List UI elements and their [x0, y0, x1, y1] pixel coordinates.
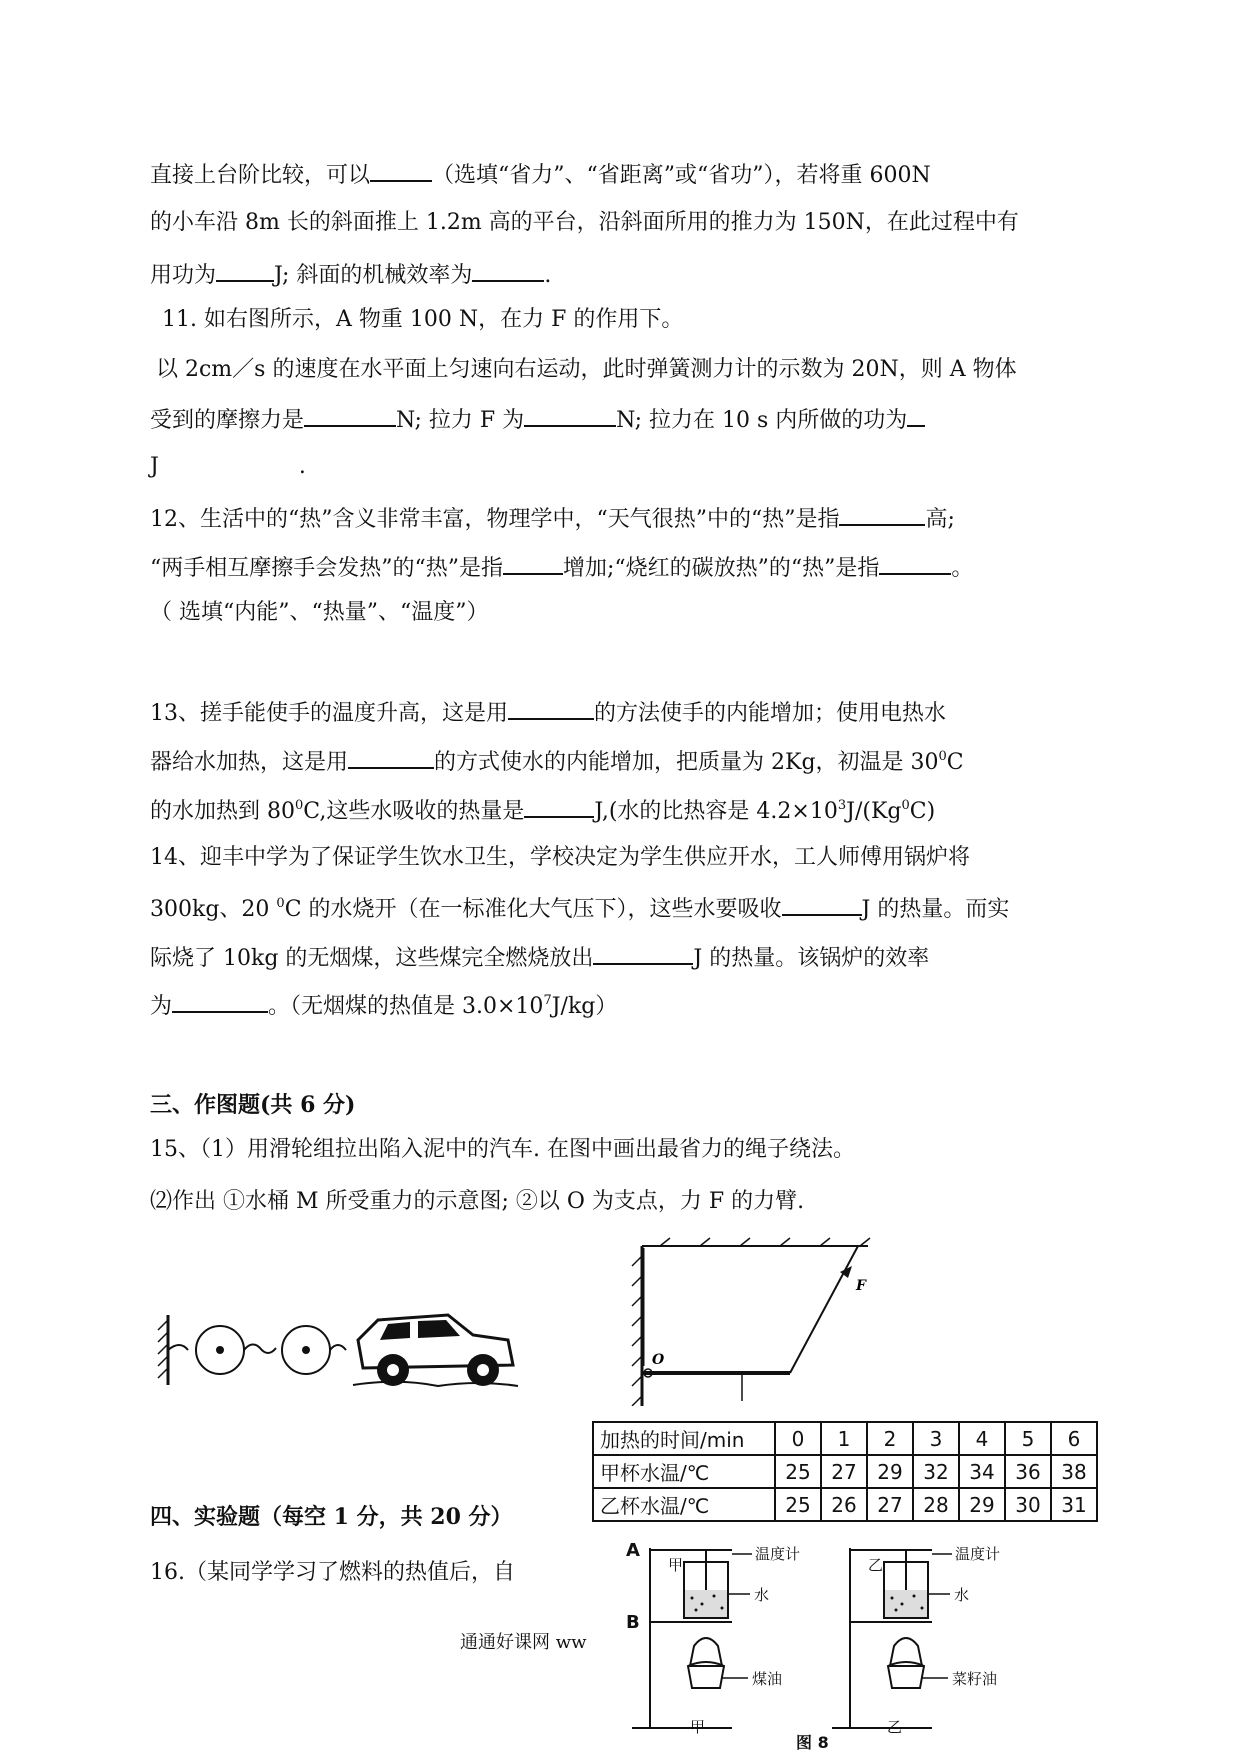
- table-cell: 31: [1051, 1488, 1097, 1521]
- table-header-cell: 加热的时间/min: [593, 1422, 775, 1455]
- table-cell: 34: [959, 1455, 1005, 1488]
- water-label-left: 水: [754, 1586, 770, 1604]
- table-header-cell: 1: [821, 1422, 867, 1455]
- footer-watermark-text: 通通好课网 ww: [460, 1632, 587, 1653]
- q12-line-3: （ 选填“内能”、“热量”、“温度”）: [150, 600, 489, 625]
- q11-line-2: 以 2cm／s 的速度在水平面上匀速向右运动，此时弹簧测力计的示数为 20N，则 A 物体: [156, 357, 1017, 382]
- answer-blank[interactable]: [524, 403, 616, 427]
- fuel-label-right: 菜籽油: [952, 1670, 998, 1688]
- q14-line-4: 为 。（无烟煤的热值是 $3.0\times 10^7J/kg$）: [150, 989, 617, 1022]
- lever-label-f: F: [856, 1278, 866, 1294]
- lever-figure: [630, 1236, 890, 1406]
- table-header-cell: 3: [913, 1422, 959, 1455]
- answer-blank[interactable]: [508, 696, 594, 720]
- cup-label-left: 甲: [668, 1556, 684, 1574]
- heating-data-table: [592, 1421, 1098, 1522]
- table-header-cell: 6: [1051, 1422, 1097, 1455]
- table-cell: 25: [775, 1488, 821, 1521]
- label-b: B: [626, 1612, 640, 1633]
- q11-line-3: 受到的摩擦力是 N; 拉力 F 为 N; 拉力在 10 s 内所做的功为: [150, 403, 925, 436]
- answer-blank[interactable]: [879, 551, 951, 575]
- q16-line-1: 16.（某同学学习了燃料的热值后，自: [150, 1560, 515, 1585]
- answer-blank[interactable]: [348, 745, 434, 769]
- table-row: [593, 1422, 1097, 1455]
- answer-blank[interactable]: [907, 403, 925, 427]
- answer-blank[interactable]: [304, 403, 396, 427]
- q12-line-2: “两手相互摩擦手会发热”的“热”是指 增加;“烧红的碳放热”的“热”是指 。: [150, 551, 973, 584]
- table-cell: 27: [821, 1455, 867, 1488]
- table-header-cell: 4: [959, 1422, 1005, 1455]
- q14-line-2: 300kg、20 $^0$C 的水烧开（在一标准化大气压下），这些水要吸收 J 的热量。而实: [150, 892, 1009, 925]
- q10-line-1: 直接上台阶比较，可以 （选填“省力”、“省距离”或“省功”），若将重 600N: [150, 158, 931, 191]
- figure-caption: 图 8: [796, 1733, 829, 1752]
- section-3-heading: 三、作图题(共 6 分): [150, 1092, 356, 1118]
- answer-blank[interactable]: [839, 502, 925, 526]
- q14-line-1: 14、迎丰中学为了保证学生饮水卫生，学校决定为学生供应开水，工人师傅用锅炉将: [150, 845, 970, 870]
- q14-line-3: 际烧了 10kg 的无烟煤，这些煤完全燃烧放出 J 的热量。该锅炉的效率: [150, 941, 929, 974]
- table-cell: 30: [1005, 1488, 1051, 1521]
- answer-blank[interactable]: [593, 941, 693, 965]
- caption-left: 甲: [690, 1718, 706, 1736]
- table-header-cell: 2: [867, 1422, 913, 1455]
- table-header-cell: 5: [1005, 1422, 1051, 1455]
- answer-blank[interactable]: [524, 794, 594, 818]
- q12-line-1: 12、生活中的“热”含义非常丰富，物理学中，“天气很热”中的“热”是指 高;: [150, 502, 955, 535]
- fuel-label-left: 煤油: [752, 1670, 783, 1688]
- table-cell: 32: [913, 1455, 959, 1488]
- q10-line-3: 用功为 J; 斜面的机械效率为 .: [150, 258, 551, 291]
- q15-line-2: ⑵作出 ①水桶 M 所受重力的示意图; ②以 O 为支点，力 F 的力臂.: [150, 1189, 805, 1214]
- table-row: [593, 1488, 1097, 1521]
- figure-8-apparatus: [622, 1538, 1042, 1748]
- table-cell: 乙杯水温/℃: [593, 1488, 775, 1521]
- table-header-cell: 0: [775, 1422, 821, 1455]
- table-cell: 25: [775, 1455, 821, 1488]
- table-cell: 28: [913, 1488, 959, 1521]
- water-label-right: 水: [954, 1586, 970, 1604]
- q10-line-2: 的小车沿 8m 长的斜面推上 1.2m 高的平台，沿斜面所用的推力为 150N，在此过程中有: [150, 210, 1019, 235]
- q13-line-2: 器给水加热，这是用 的方式使水的内能增加，把质量为 2Kg，初温是 $30^0C$: [150, 745, 964, 778]
- table-cell: 29: [959, 1488, 1005, 1521]
- q11-line-4: J .: [150, 454, 306, 479]
- thermometer-label-right: 温度计: [955, 1545, 1001, 1563]
- q13-line-1: 13、搓手能使手的温度升高，这是用 的方法使手的内能增加；使用电热水: [150, 696, 946, 729]
- label-a: A: [626, 1540, 640, 1561]
- table-row: [593, 1455, 1097, 1488]
- q11-line-1: 11. 如右图所示，A 物重 100 N，在力 F 的作用下。: [162, 307, 684, 332]
- table-cell: 26: [821, 1488, 867, 1521]
- answer-blank[interactable]: [172, 989, 268, 1013]
- answer-blank[interactable]: [782, 892, 862, 916]
- answer-blank[interactable]: [370, 158, 432, 182]
- table-cell: 甲杯水温/℃: [593, 1455, 775, 1488]
- caption-right: 乙: [887, 1718, 903, 1736]
- q15-line-1: 15、（1）用滑轮组拉出陷入泥中的汽车. 在图中画出最省力的绳子绕法。: [150, 1137, 855, 1162]
- table-cell: 38: [1051, 1455, 1097, 1488]
- table-cell: 29: [867, 1455, 913, 1488]
- answer-blank[interactable]: [503, 551, 563, 575]
- cup-label-right: 乙: [868, 1556, 884, 1574]
- section-4-heading: 四、实验题（每空 1 分，共 20 分）: [150, 1504, 513, 1530]
- pulley-car-figure: [148, 1290, 528, 1410]
- table-cell: 27: [867, 1488, 913, 1521]
- table-cell: 36: [1005, 1455, 1051, 1488]
- answer-blank[interactable]: [472, 258, 544, 282]
- thermometer-label-left: 温度计: [755, 1545, 801, 1563]
- q13-line-3: 的水加热到 $80^0C$,这些水吸收的热量是 J,(水的比热容是 $4.2\times 10^3J/(Kg^0C)$: [150, 794, 935, 827]
- lever-label-o: O: [652, 1352, 665, 1368]
- answer-blank[interactable]: [216, 258, 274, 282]
